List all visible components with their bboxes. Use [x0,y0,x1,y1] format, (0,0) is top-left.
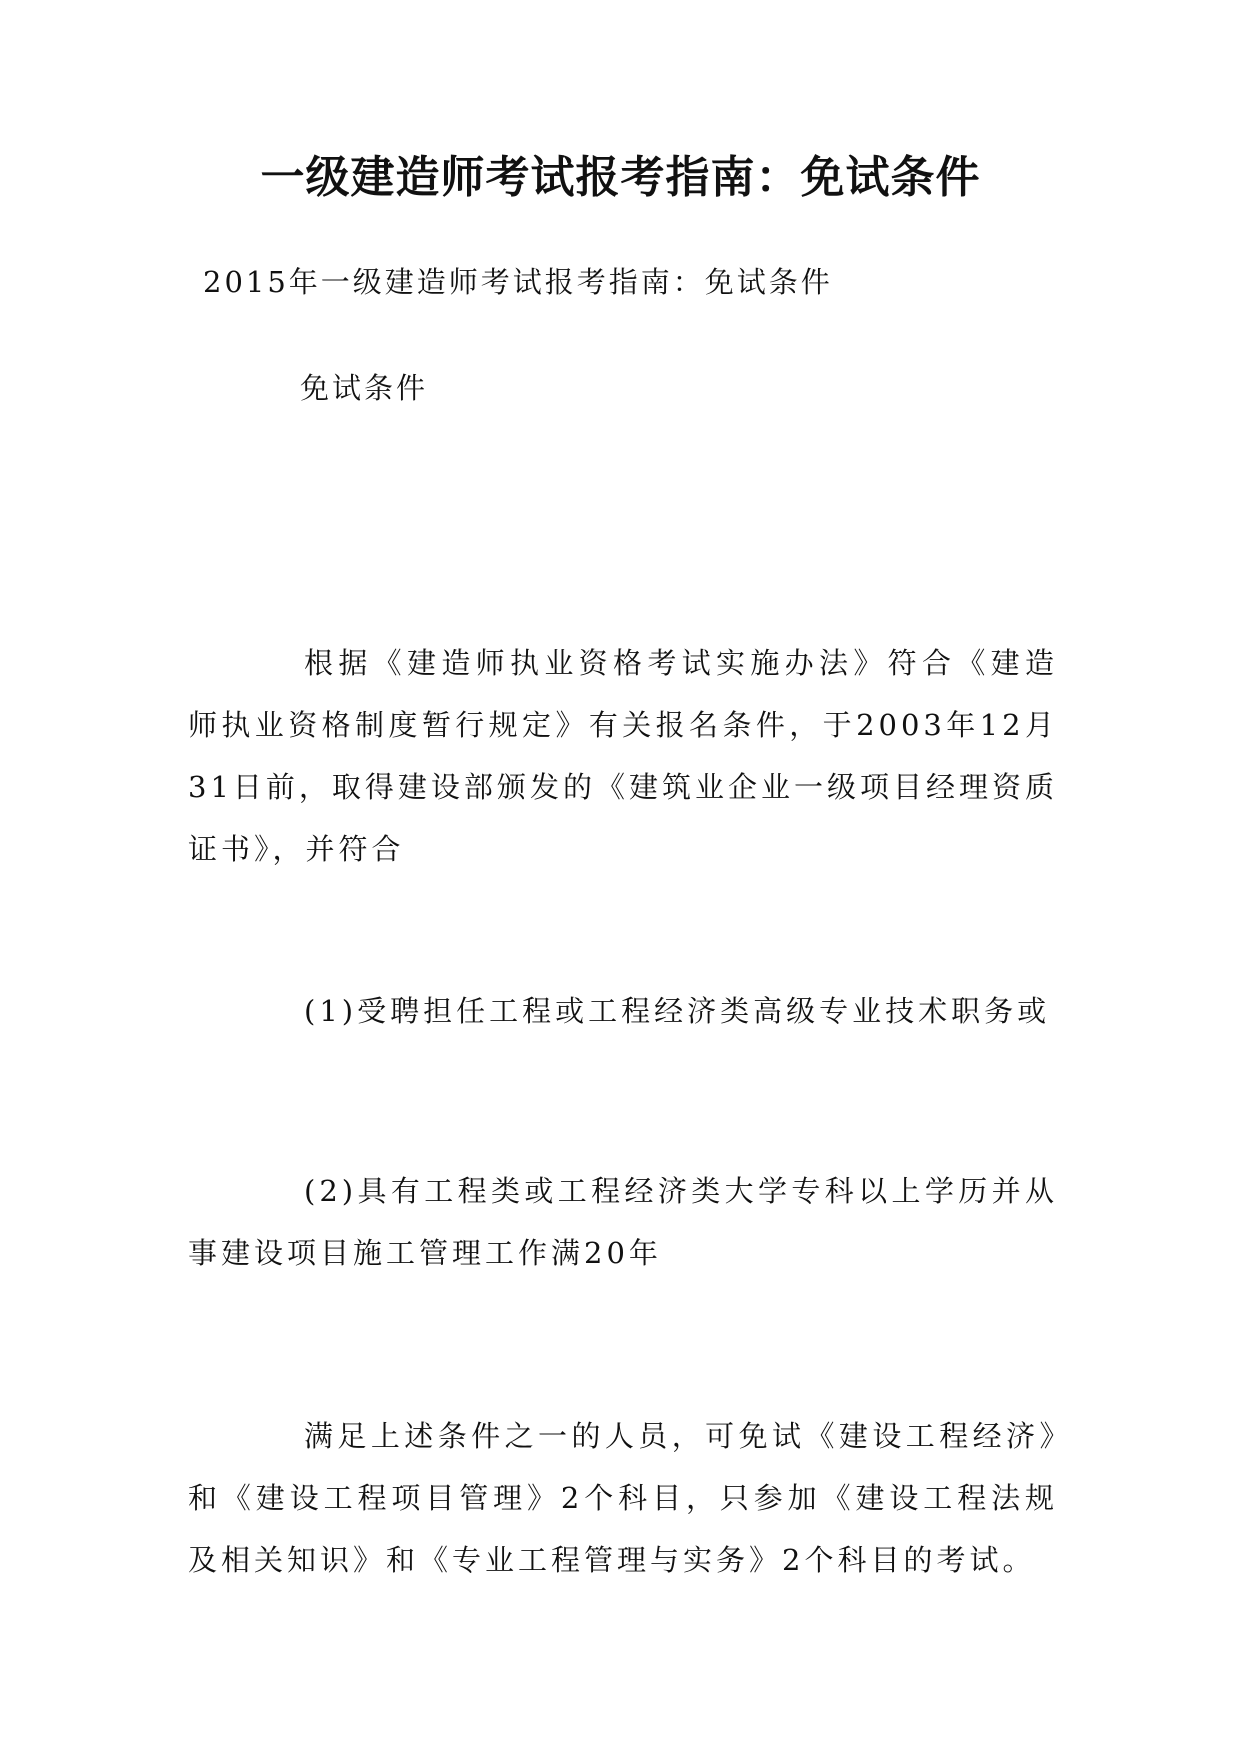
document-subtitle: 2015年一级建造师考试报考指南：免试条件 [203,265,833,299]
paragraph-condition-1: (1)受聘担任工程或工程经济类高级专业技术职务或 [304,994,1051,1028]
paragraph-basis: 根据《建造师执业资格考试实施办法》符合《建造师执业资格制度暂行规定》有关报名条件，于2003年12月31日前，取得建设部颁发的《建筑业企业一级项目经理资质证书》，并符合 [188,646,1058,866]
document-title: 一级建造师考试报考指南：免试条件 [260,152,981,203]
paragraph-exemption: 满足上述条件之一的人员，可免试《建设工程经济》和《建设工程项目管理》2个科目，只参加《建设工程法规及相关知识》和《专业工程管理与实务》2个科目的考试。 [188,1419,1058,1577]
section-heading: 免试条件 [300,371,429,405]
paragraph-condition-2: (2)具有工程类或工程经济类大学专科以上学历并从事建设项目施工管理工作满20年 [188,1174,1058,1270]
